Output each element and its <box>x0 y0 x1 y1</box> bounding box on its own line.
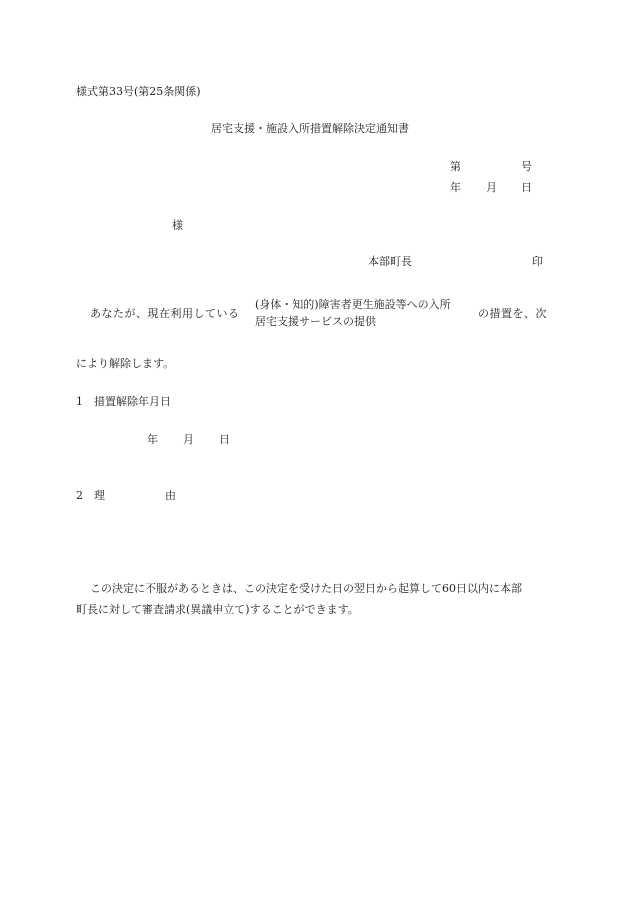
document-title: 居宅支援・施設入所措置解除決定通知書 <box>211 122 409 135</box>
item1-date-month: 月 <box>183 433 194 446</box>
seal-mark: 印 <box>532 255 543 268</box>
body-option-facility: (身体・知的)障害者更生施設等への入所 <box>255 298 451 311</box>
issue-date-day: 日 <box>521 181 532 194</box>
body-option-home-support: 居宅支援サービスの提供 <box>255 315 376 328</box>
item2-number: 2 <box>76 489 83 502</box>
issue-date-year: 年 <box>450 181 461 194</box>
document-number-suffix: 号 <box>521 160 532 173</box>
form-number: 様式第33号(第25条関係) <box>76 85 201 98</box>
appeal-notice-line-1: この決定に不服があるときは、この決定を受けた日の翌日から起算して60日以内に本部 <box>90 582 522 595</box>
addressee-honorific: 様 <box>172 219 183 232</box>
document-number-prefix: 第 <box>450 160 461 173</box>
appeal-notice-line-2: 町長に対して審査請求(異議申立て)することができます。 <box>76 603 359 616</box>
item1-date-year: 年 <box>147 433 158 446</box>
item2-heading-part-1: 理 <box>94 489 105 502</box>
issuer-name: 本部町長 <box>368 255 412 268</box>
item1-heading: 1 措置解除年月日 <box>76 395 171 408</box>
body-intro-text: あなたが、現在利用している <box>90 307 240 320</box>
item1-date-day: 日 <box>219 433 230 446</box>
body-continuation-text: により解除します。 <box>76 357 175 370</box>
item2-heading-part-2: 由 <box>165 489 176 502</box>
body-after-text: の措置を、次 <box>478 307 547 320</box>
issue-date-month: 月 <box>486 181 497 194</box>
